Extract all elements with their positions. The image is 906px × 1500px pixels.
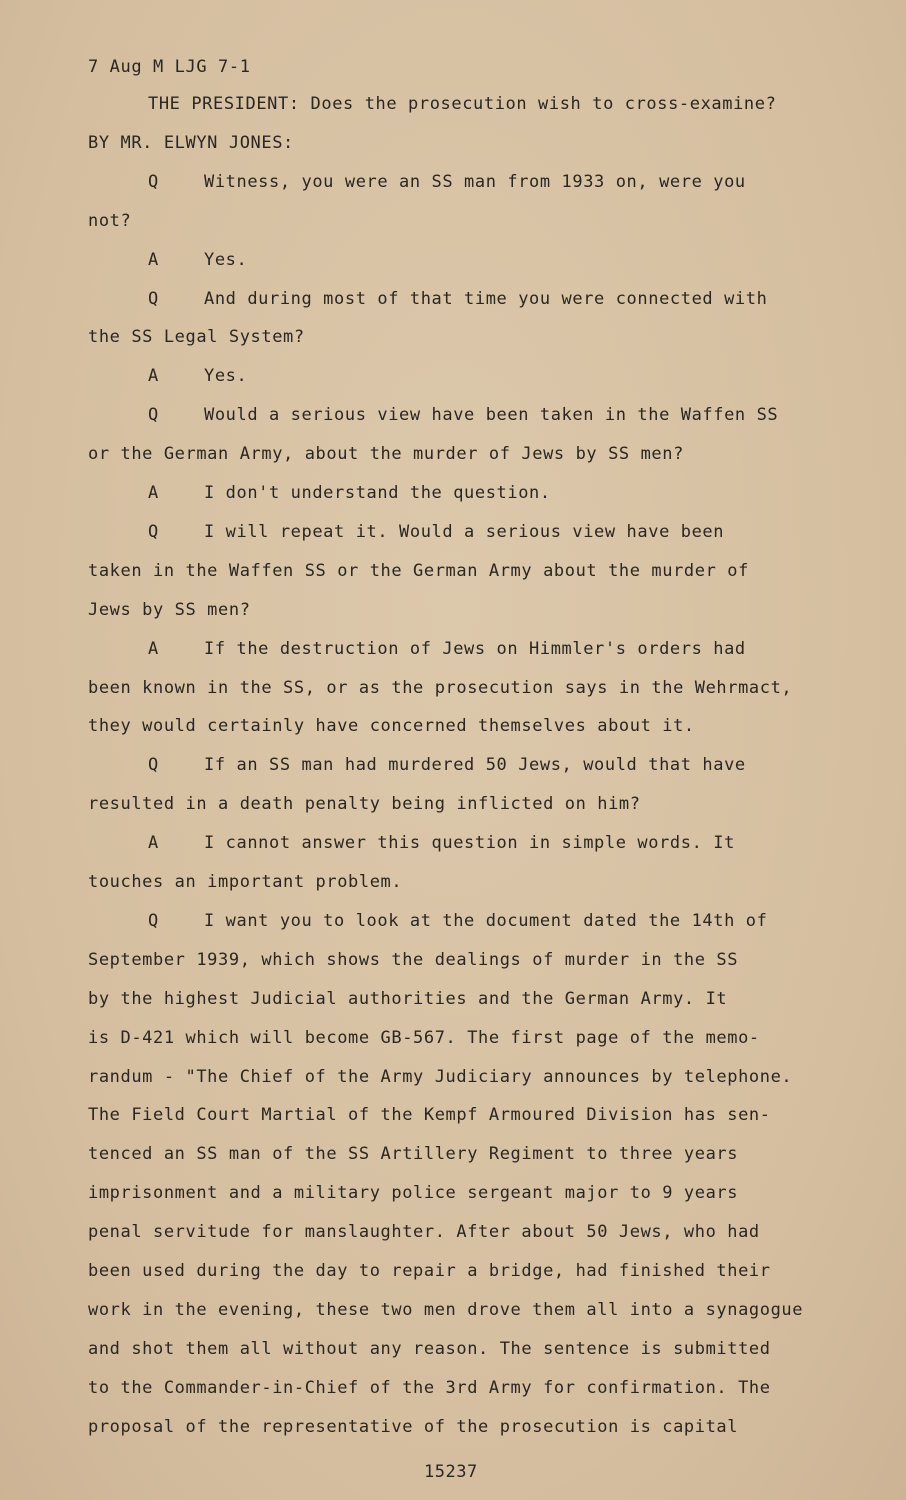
transcript-line: resulted in a death penalty being inflicted on him? <box>88 794 641 814</box>
speaker-mark: Q <box>148 755 159 775</box>
transcript-line: penal servitude for manslaughter. After about 50 Jews, who had <box>88 1222 760 1242</box>
transcript-line: to the Commander-in-Chief of the 3rd Army for confirmation. The <box>88 1378 771 1398</box>
transcript-line: been known in the SS, or as the prosecution says in the Wehrmact, <box>88 678 793 698</box>
line-text: Yes. <box>204 366 248 386</box>
transcript-line: imprisonment and a military police sergeant major to 9 years <box>88 1183 739 1203</box>
testimony-line-question <box>148 289 767 309</box>
line-text: Witness, you were an SS man from 1933 on, were you <box>204 172 746 192</box>
line-text: If an SS man had murdered 50 Jews, would that have <box>204 755 746 775</box>
speaker-mark: Q <box>148 405 159 425</box>
testimony-line-answer <box>148 833 735 853</box>
speaker-mark: Q <box>148 172 159 192</box>
testimony-line-question <box>148 405 778 425</box>
speaker-mark: A <box>148 483 159 503</box>
line-text: Would a serious view have been taken in the Waffen SS <box>204 405 779 425</box>
transcript-line: not? <box>88 211 132 231</box>
speaker-mark: A <box>148 833 159 853</box>
transcript-line: or the German Army, about the murder of Jews by SS men? <box>88 444 684 464</box>
transcript-line: THE PRESIDENT: Does the prosecution wish to cross-examine? <box>148 94 777 114</box>
testimony-line-question <box>148 755 746 775</box>
transcript-line: work in the evening, these two men drove them all into a synagogue <box>88 1300 804 1320</box>
line-text: I don't understand the question. <box>204 483 551 503</box>
line-text: I want you to look at the document dated the 14th of <box>204 911 768 931</box>
transcript-line: been used during the day to repair a bridge, had finished their <box>88 1261 771 1281</box>
transcript-line: they would certainly have concerned themselves about it. <box>88 716 695 736</box>
page-number: 15237 <box>424 1462 478 1482</box>
testimony-line-answer <box>148 483 551 503</box>
speaker-mark: Q <box>148 289 159 309</box>
speaker-mark: A <box>148 250 159 270</box>
transcript-line: taken in the Waffen SS or the German Army about the murder of <box>88 561 749 581</box>
transcript-line: and shot them all without any reason. The sentence is submitted <box>88 1339 771 1359</box>
line-text: Yes. <box>204 250 248 270</box>
testimony-line-answer <box>148 366 247 386</box>
transcript-line: the SS Legal System? <box>88 327 305 347</box>
line-text: I cannot answer this question in simple words. It <box>204 833 735 853</box>
speaker-mark: A <box>148 639 159 659</box>
line-text: And during most of that time you were connected with <box>204 289 768 309</box>
speaker-mark: Q <box>148 911 159 931</box>
transcript-line: by the highest Judicial authorities and the German Army. It <box>88 989 728 1009</box>
transcript-line: tenced an SS man of the SS Artillery Regiment to three years <box>88 1144 739 1164</box>
testimony-line-question <box>148 172 746 192</box>
transcript-line: proposal of the representative of the prosecution is capital <box>88 1417 739 1437</box>
transcript-line: BY MR. ELWYN JONES: <box>88 133 294 153</box>
transcript-line: is D-421 which will become GB-567. The first page of the memo- <box>88 1028 760 1048</box>
testimony-line-question <box>148 522 724 542</box>
transcript-line: The Field Court Martial of the Kempf Armoured Division has sen- <box>88 1105 771 1125</box>
transcript-line: randum - "The Chief of the Army Judiciary announces by telephone. <box>88 1067 793 1087</box>
speaker-mark: Q <box>148 522 159 542</box>
speaker-mark: A <box>148 366 159 386</box>
line-text: If the destruction of Jews on Himmler's orders had <box>204 639 746 659</box>
testimony-line-question <box>148 911 767 931</box>
line-text: I will repeat it. Would a serious view have been <box>204 522 725 542</box>
testimony-line-answer <box>148 250 247 270</box>
transcript-line: touches an important problem. <box>88 872 403 892</box>
transcript-line: Jews by SS men? <box>88 600 251 620</box>
testimony-line-answer <box>148 639 746 659</box>
page-header: 7 Aug M LJG 7-1 <box>88 57 251 77</box>
transcript-line: September 1939, which shows the dealings of murder in the SS <box>88 950 739 970</box>
